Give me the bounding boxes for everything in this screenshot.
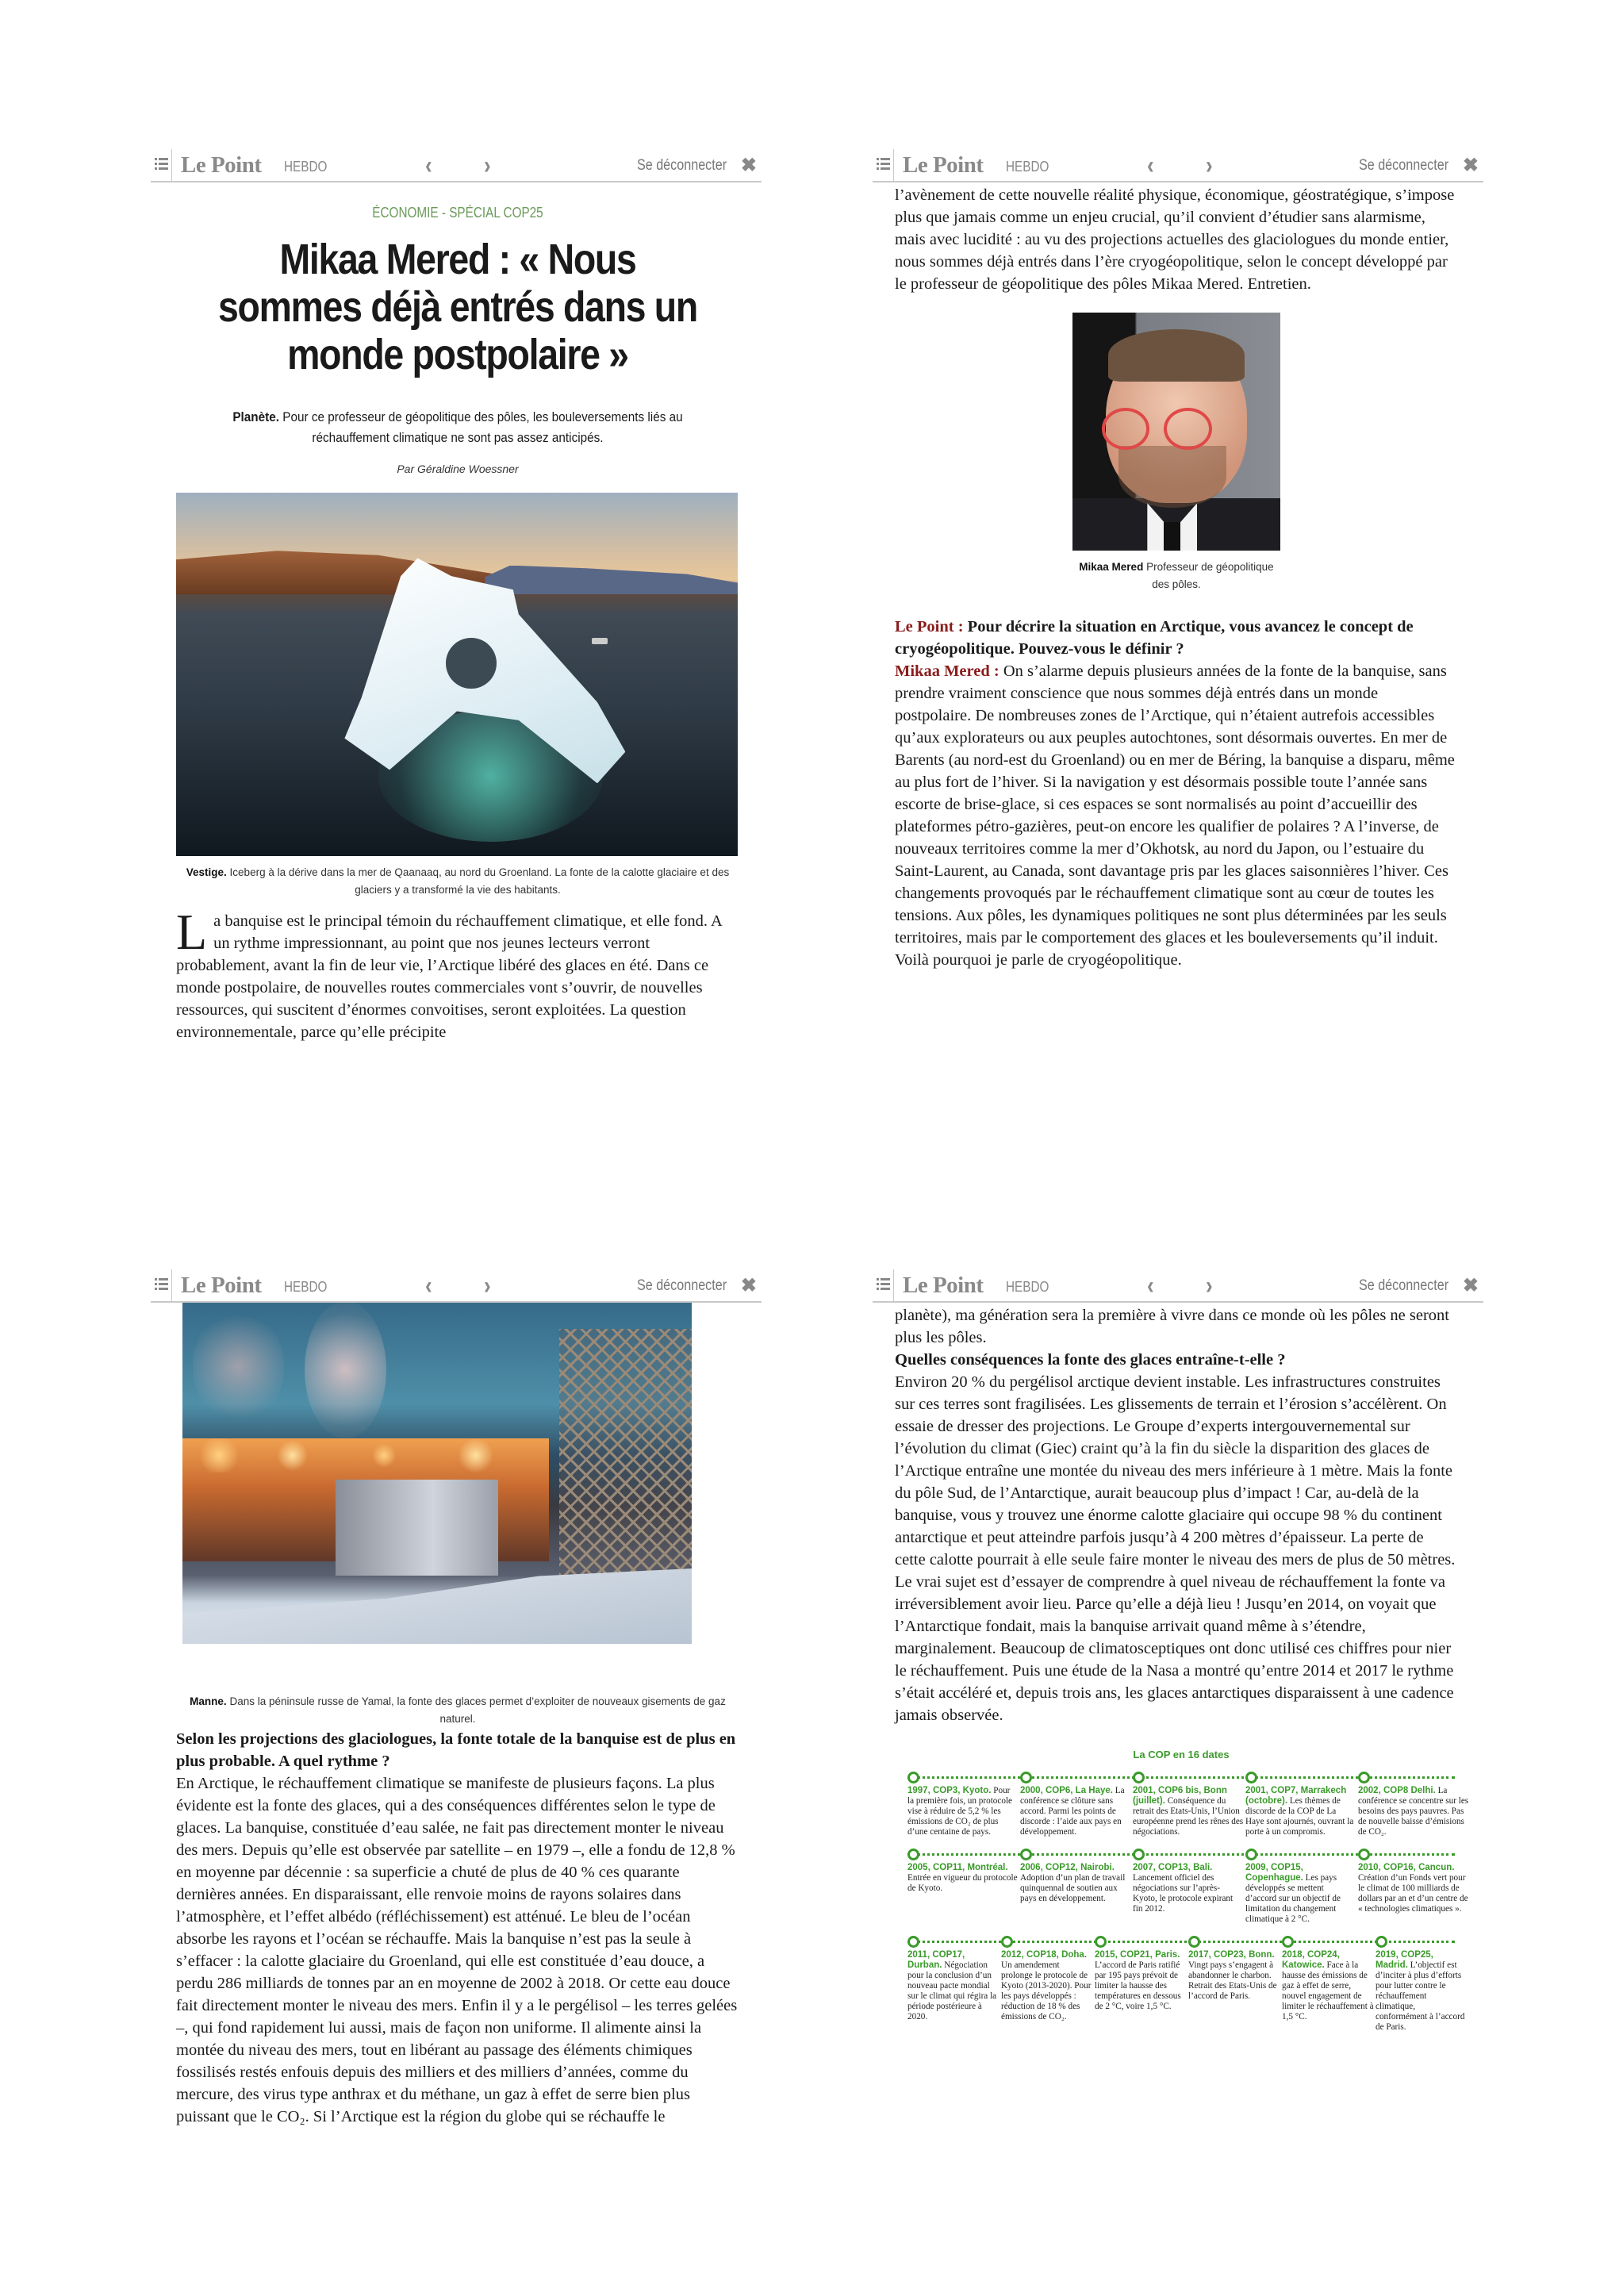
timeline-item (1095, 1936, 1187, 2033)
reader-toolbar (151, 1269, 762, 1303)
speaker-le-point: Le Point : (895, 618, 968, 635)
speaker-mikaa-mered: Mikaa Mered : (895, 662, 1003, 680)
chevron-right-icon[interactable]: › (1206, 150, 1213, 179)
timeline-item-text: Entrée en vigueur du protocole de Kyoto. (907, 1873, 1018, 1893)
chevron-right-icon[interactable]: › (484, 1270, 491, 1300)
article-rubric: ÉCONOMIE - SPÉCIAL COP25 (372, 205, 543, 221)
timeline-item-text: La conférence se concentre sur les besoins des pays pauvres. Pas de nouvelle baisse d’émisions de CO₂. (1358, 1786, 1469, 1837)
edition-label: HEBDO (1006, 1279, 1049, 1295)
cop-timeline (907, 1749, 1469, 2033)
intro-continued: l’avènement de cette nouvelle réalité physique, économique, géostratégique, s’impose plus que jamais comme un enjeu crucial, qu’il convient d’étudier sans alarmisme, mais avec lucidité : au vu des projections actuelles des glaciologues du monde entier, nous sommes déjà entrés dans l’ère cryogéopolitique, selon le concept développé par le professeur de géopolitique des pôles Mikaa Mered. Entretien. (895, 186, 1455, 293)
gas-plant-caption (176, 1693, 739, 1728)
timeline-node-icon (907, 1849, 919, 1860)
timeline-node-icon (907, 1772, 919, 1783)
chevron-right-icon[interactable]: › (1206, 1270, 1213, 1300)
timeline-item-heading: 2007, COP13, Bali. (1133, 1863, 1213, 1872)
reader-toolbar (873, 149, 1483, 182)
answer-2-continued: planète), ma génération sera la première à vivre dans ce monde où les pôles ne seront plus les pôles. (895, 1307, 1449, 1346)
le-point-logo[interactable]: Le Point (181, 152, 262, 178)
timeline-item-text: Face à la hausse des émissions de gaz à effet de serre, nouvel engagement de limiter le réchauffement à 1,5 °C. (1282, 1960, 1374, 2021)
timeline-item (1245, 1849, 1356, 1925)
timeline-item (1376, 1936, 1468, 2033)
chevron-left-icon[interactable]: ‹ (1147, 150, 1154, 179)
le-point-logo[interactable]: Le Point (903, 152, 984, 178)
edition-label: HEBDO (284, 159, 328, 175)
question-1: Le Point : Pour décrire la situation en Arctique, vous avancez le concept de cryogéopolitique. Pouvez-vous le définir ? (895, 618, 1414, 658)
timeline-item-heading: 2005, COP11, Montréal. (907, 1863, 1008, 1872)
timeline-item (1358, 1772, 1469, 1837)
timeline-item (1020, 1849, 1131, 1925)
timeline-item-text: L’accord de Paris ratifié par 195 pays prévoit de limiter la hausse des températures en dessous de 2 °C, voire 1,5 °C. (1095, 1960, 1181, 2011)
logout-link[interactable]: Se déconnecter (1358, 157, 1448, 174)
drop-cap: L (176, 904, 208, 960)
article-intro (176, 904, 739, 1043)
timeline-item (1245, 1772, 1356, 1837)
reader-toolbar (151, 149, 762, 182)
standfirst-lead: Planète. (232, 409, 280, 424)
timeline-item-text: Lancement officiel des négociations sur l’après-Kyoto, le protocole expirant fin 2012. (1133, 1873, 1234, 1914)
caption-lead: Manne. (190, 1695, 227, 1707)
timeline-item-heading: 2015, COP21, Paris. (1095, 1950, 1180, 1960)
timeline-item-text: Conséquence du retrait des Etats-Unis, l’Union européenne prend les rênes des négociations. (1133, 1796, 1244, 1837)
timeline-item (1133, 1772, 1244, 1837)
timeline-node-icon (1133, 1849, 1145, 1860)
timeline-item-heading: 2019, COP25, Madrid. (1376, 1950, 1433, 1970)
toolbar-divider (893, 1269, 894, 1301)
timeline-node-icon (1133, 1772, 1145, 1783)
timeline-item (1358, 1849, 1469, 1925)
timeline-item (907, 1772, 1019, 1837)
timeline-item-text: Vingt pays s’engagent à abandonner le charbon. Retrait des Etats-Unis de l’accord de Paris. (1188, 1960, 1277, 2001)
chevron-right-icon[interactable]: › (484, 150, 491, 179)
timeline-item-heading: 2006, COP12, Nairobi. (1020, 1863, 1115, 1872)
iceberg-photo-caption (176, 864, 739, 899)
timeline-item-text: Les pays développés se mettent d’accord sur un objectif de limitation du changement climatique à 2 °C. (1245, 1873, 1341, 1924)
iceberg-photo (176, 493, 738, 856)
timeline-node-icon (1245, 1849, 1257, 1860)
timeline-item-text: Pour la première fois, un protocole vise à réduire de 5,2 % les émissions de CO₂ de plus d’une centaine de pays. (907, 1786, 1013, 1837)
reader-page-3 (151, 1269, 769, 2221)
timeline-item (1020, 1772, 1131, 1837)
menu-icon[interactable] (876, 1276, 890, 1292)
timeline-node-icon (1245, 1772, 1257, 1783)
menu-icon[interactable] (154, 155, 168, 171)
close-icon[interactable]: ✖ (740, 155, 757, 176)
gas-plant-photo (182, 1301, 692, 1644)
portrait-caption-name: Mikaa Mered (1079, 561, 1144, 573)
timeline-node-icon (1020, 1849, 1032, 1860)
menu-icon[interactable] (876, 155, 890, 171)
timeline-item-heading: 2012, COP18, Doha. (1001, 1950, 1088, 1960)
toolbar-divider (893, 149, 894, 181)
timeline-item-heading: 2009, COP15, Copenhague. (1245, 1863, 1303, 1883)
interview-qa-1 (895, 616, 1458, 971)
timeline-node-icon (907, 1936, 919, 1948)
timeline-item (1133, 1849, 1244, 1925)
reader-page-1 (151, 149, 769, 1101)
edition-label: HEBDO (1006, 159, 1049, 175)
timeline-row (907, 1936, 1465, 2033)
chevron-left-icon[interactable]: ‹ (425, 150, 432, 179)
reader-page-4 (873, 1269, 1491, 2221)
close-icon[interactable]: ✖ (1462, 1275, 1479, 1296)
intro-text: a banquise est le principal témoin du réchauffement climatique, et elle fond. A un rythme impressionnant, au point que nos jeunes lecteurs verront probablement, avant la fin de leur vie, l’Arctique libéré des glaces en été. Dans ce monde postpolaire, de nouvelles routes commerciales vont s’ouvrir, de nouvelles ressources, qui suscitent d’énormes convoitises, seront exploitées. La question environnementale, parce qu’elle précipite (176, 912, 722, 1041)
caption-lead: Vestige. (186, 866, 227, 878)
chevron-left-icon[interactable]: ‹ (425, 1270, 432, 1300)
interview-qa-3 (895, 1349, 1458, 1726)
le-point-logo[interactable]: Le Point (181, 1273, 262, 1298)
article-title: Mikaa Mered : « Nous sommes déjà entrés dans un monde postpolaire » (218, 236, 697, 378)
standfirst-text: Pour ce professeur de géopolitique des pôles, les bouleversements liés au réchauffement climatique ne sont pas assez anticipés. (279, 409, 683, 445)
question-2: Selon les projections des glaciologues, la fonte totale de la banquise est de plus en plus probable. A quel rythme ? (176, 1730, 736, 1770)
timeline-title: La COP en 16 dates (1133, 1749, 1230, 1760)
edition-label: HEBDO (284, 1279, 328, 1295)
timeline-item-heading: 2018, COP24, Katowice. (1282, 1950, 1340, 1970)
answer-1: Mikaa Mered : On s’alarme depuis plusieurs années de la fonte de la banquise, sans prendre vraiment conscience que nous sommes déjà entrés dans un monde postpolaire. De nombreuses zones de l’Arctique, qui n’étaient autrefois accessibles qu’aux explorateurs ou aux peuples autochtones, sont désormais ouvertes. En mer de Barents (au nord-est du Groenland) ou en mer de Béring, la banquise a disparu, même au plus fort de l’hiver. Si la navigation y est désormais possible toute l’année sans escorte de brise-glace, si ces espaces se sont normalisés au point d’accueillir des plateformes pétro-gazières, peut-on encore les qualifier de polaires ? A l’inverse, de nouveaux territoires comme la mer d’Okhotsk, au nord du Japon, ou l’estuaire du Saint-Laurent, au Canada, sont davantage pris par les glaces saisonnières l’hiver. Ces changements provoqués par le réchauffement climatique sont au cœur de toutes les tensions. Aux pôles, les dynamiques politiques ne sont plus déterminées par les seuls territoires, mais par le comportement des glaces et les bouleversements qu’il induit. Voilà pourquoi je parle de cryogéopolitique. (895, 662, 1455, 969)
timeline-row (907, 1772, 1469, 1837)
portrait-caption (1072, 559, 1280, 593)
timeline-item-heading: 2002, COP8 Delhi. (1358, 1786, 1436, 1795)
chevron-left-icon[interactable]: ‹ (1147, 1270, 1154, 1300)
timeline-item (907, 1936, 1000, 2033)
timeline-item-heading: 2017, COP23, Bonn. (1188, 1950, 1275, 1960)
timeline-item-heading: 2001, COP7, Marrakech (octobre). (1245, 1786, 1347, 1806)
logout-link[interactable]: Se déconnecter (636, 1277, 727, 1294)
timeline-item-text: Adoption d’un plan de travail quinquennal de soutien aux pays en développement. (1020, 1873, 1126, 1903)
toolbar-divider (171, 149, 172, 181)
reader-page-2 (873, 149, 1491, 1101)
timeline-item-heading: 2010, COP16, Cancun. (1358, 1863, 1455, 1872)
timeline-node-icon (1095, 1936, 1107, 1948)
interview-qa-2 (176, 1728, 739, 2128)
answer-3: Environ 20 % du pergélisol arctique devient instable. Les infrastructures construites sur ces terres sont fragilisées. Les glissements de terrain et l’érosion s’accélèrent. On essaie de dresser des projections. Le Groupe d’experts intergouvernemental sur l’évolution du climat (Giec) craint qu’à la fin du siècle la disparition des glaces de l’Arctique entraîne une montée du niveau des mers inférieure à 1 mètre. Mais la fonte du pôle Sud, de l’Antarctique, aurait beaucoup plus d’impact ! Car, au-delà de la banquise, vous y trouvez une énorme calotte glaciaire qui occupe 98 % du continent antarctique et peut atteindre parfois jusqu’à 4 200 mètres d’épaisseur. La perte de cette calotte pourrait à elle seule faire monter le niveau des mers de plus de 50 mètres. Le vrai sujet est d’essayer de comprendre à quel niveau de réchauffement la fonte va irréversiblement avoir lieu. Parce qu’elle a déjà lieu ! Jusqu’en 2014, on voyait que l’Antarctique fondait, mais la banquise arrivait quand même à s’étendre, marginalement. Beaucoup de climatosceptiques ont donc utilisé ces chiffres pour nier le réchauffement. Puis une étude de la Nasa a montré qu’entre 2014 et 2017 le rythme s’était accéléré et, depuis trois ans, les glaces antarctiques disparaissent à une cadence jamais observée. (895, 1373, 1456, 1724)
timeline-item-heading: 2011, COP17, Durban. (907, 1950, 965, 1970)
timeline-item-text: Négociation pour la conclusion d’un nouveau pacte mondial sur le climat qui régira la période postérieure à 2020. (907, 1960, 997, 2021)
timeline-item (907, 1849, 1019, 1925)
timeline-node-icon (1001, 1936, 1013, 1948)
logout-link[interactable]: Se déconnecter (636, 157, 727, 174)
menu-icon[interactable] (154, 1276, 168, 1292)
timeline-item (1001, 1936, 1093, 2033)
timeline-item (1282, 1936, 1374, 2033)
question-3: Quelles conséquences la fonte des glaces entraîne-t-elle ? (895, 1351, 1286, 1369)
timeline-node-icon (1376, 1936, 1387, 1948)
toolbar-divider (171, 1269, 172, 1301)
timeline-item-text: L’objectif est d’inciter à plus d’efforts pour lutter contre le réchauffement climatique, conformément à l’accord de Paris. (1376, 1960, 1465, 2032)
timeline-item-text: Les thèmes de discorde de la COP de La Haye sont ajournés, ouvrant la porte à un compromis. (1245, 1796, 1354, 1837)
close-icon[interactable]: ✖ (740, 1275, 757, 1296)
timeline-node-icon (1188, 1936, 1200, 1948)
timeline-item (1188, 1936, 1280, 2033)
caption-text: Iceberg à la dérive dans la mer de Qaanaaq, au nord du Groenland. La fonte de la calotte glaciaire et des glaciers y a transformé la vie des habitants. (226, 866, 730, 896)
le-point-logo[interactable]: Le Point (903, 1273, 984, 1298)
timeline-item-heading: 2001, COP6 bis, Bonn (juillet). (1133, 1786, 1227, 1806)
timeline-item-heading: 1997, COP3, Kyoto. (907, 1786, 992, 1795)
timeline-node-icon (1282, 1936, 1294, 1948)
timeline-item-heading: 2000, COP6, La Haye. (1020, 1786, 1113, 1795)
close-icon[interactable]: ✖ (1462, 155, 1479, 176)
answer-2: En Arctique, le réchauffement climatique se manifeste de plusieurs façons. La plus évidente est la fonte des glaces, qui a des conséquences différentes selon le type de glaces. La banquise, constituée d’eau salée, ne fait pas directement monter le niveau des mers. Depuis qu’elle est observée par satellite – en 1979 –, elle a fondu de 12,8 % en moyenne par décennie : sa superficie a chuté de plus de 40 % ces quarante dernières années. En disparaissant, elle renvoie moins de rayons solaires dans l’atmosphère, et l’effet albédo (réfléchissement) est atténué. Le bleu de l’océan absorbe les rayons et l’océan se réchauffe. Mais la banquise n’est pas la seule à s’effacer : la calotte glaciaire du Groenland, qui elle est constituée d’eau douce, a perdu 286 milliards de tonnes par an en moyenne de 2002 à 2018. Or cette eau douce fait directement monter le niveau des mers. Enfin il y a le pergélisol – les terres gelées –, qui fond rapidement lui aussi, mais de façon non uniforme. Il alimente ainsi la montée du niveau des mers, tout en libérant au passage des éléments chimiques fossilisés restés enfouis depuis des milliers et des milliers d’années, comme du mercure, des virus type anthrax et du méthane, un gaz à effet de serre bien plus puissant que le CO₂. Si l’Arctique est la région du globe qui se réchauffe le (176, 1775, 738, 2125)
timeline-node-icon (1358, 1772, 1370, 1783)
caption-text: Dans la péninsule russe de Yamal, la fonte des glaces permet d’exploiter de nouveaux gisements de gaz naturel. (226, 1695, 726, 1725)
article-standfirst (205, 407, 712, 448)
timeline-node-icon (1358, 1849, 1370, 1860)
timeline-item-text: Un amendement prolonge le protocole de Kyoto (2013-2020). Pour les pays développés : réduction de 18 % des émissions de CO₂. (1001, 1960, 1092, 2021)
reader-toolbar (873, 1269, 1483, 1303)
logout-link[interactable]: Se déconnecter (1358, 1277, 1448, 1294)
timeline-row (907, 1849, 1468, 1925)
timeline-item-text: Création d’un Fonds vert pour le climat de 100 milliards de dollars par an et d’un centre de « technologies climatiques ». (1358, 1873, 1468, 1914)
portrait-caption-text: Professeur de géopolitique des pôles. (1143, 561, 1274, 590)
portrait-photo (1072, 313, 1280, 551)
article-byline: Par Géraldine Woessner (397, 463, 519, 475)
timeline-node-icon (1020, 1772, 1032, 1783)
timeline-item-text: La conférence se clôture sans accord. Parmi les points de discorde : l’aide aux pays en développement. (1020, 1786, 1125, 1837)
